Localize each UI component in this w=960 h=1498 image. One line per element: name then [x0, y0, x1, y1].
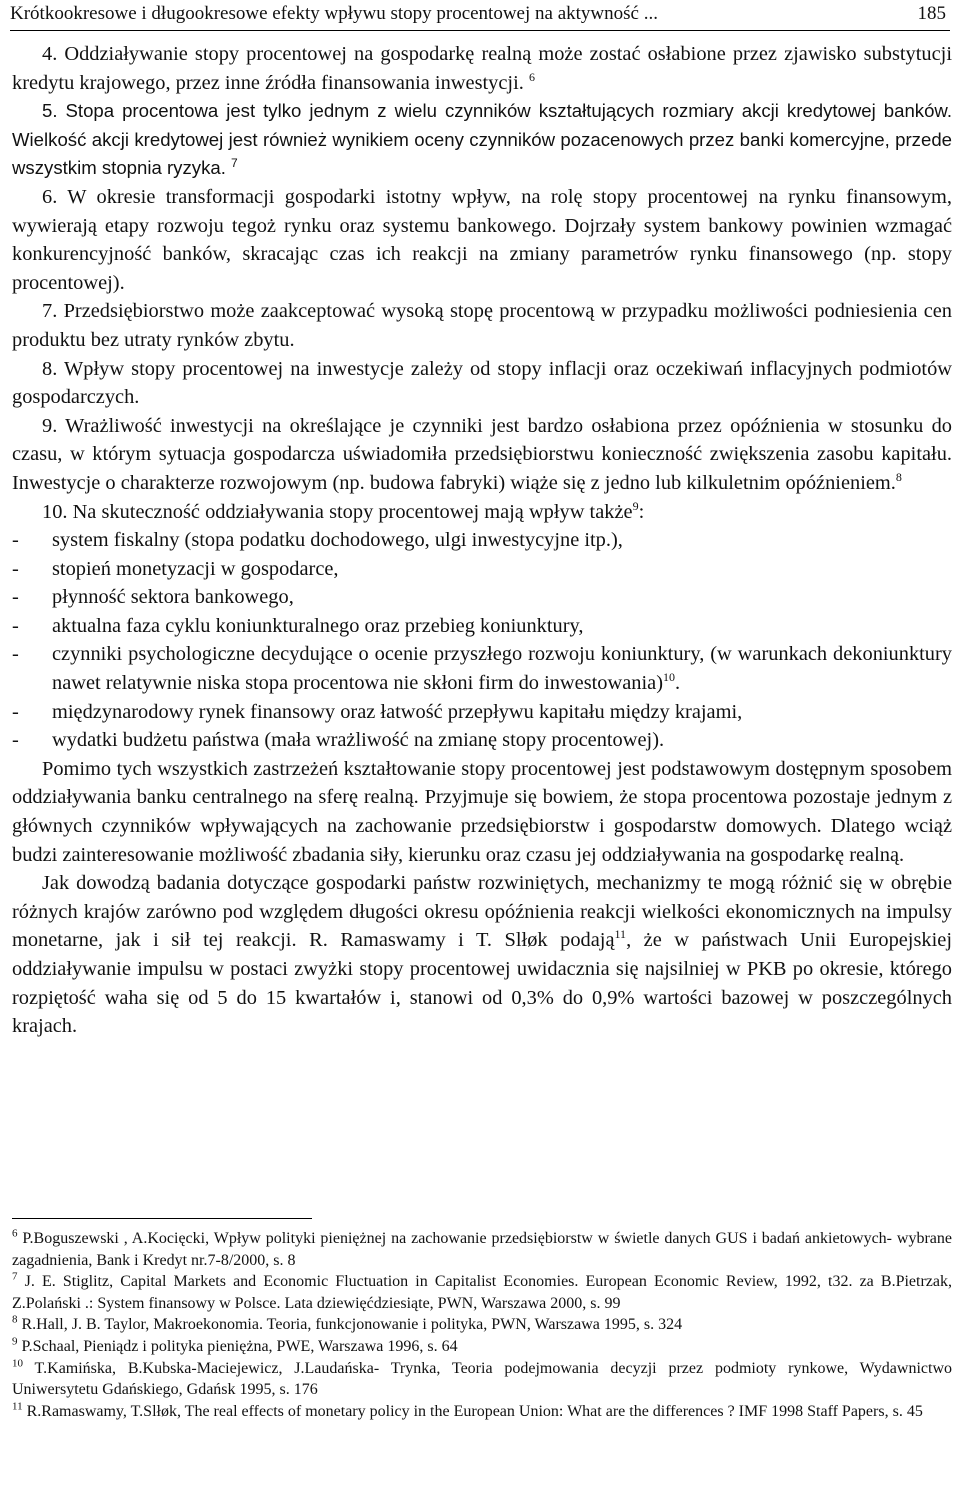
dash-item: - międzynarodowy rynek finansowy oraz łatwość przepływu kapitału między krajami, — [12, 698, 952, 727]
footnote-ref-10: 10 — [662, 670, 675, 685]
dash-item: - wydatki budżetu państwa (mała wrażliwość na zmianę stopy procentowej). — [12, 726, 952, 755]
footnote-ref-11: 11 — [614, 927, 627, 942]
footnote-number: 10 — [12, 1357, 23, 1370]
dash-item: - stopień monetyzacji w gospodarce, — [12, 555, 952, 584]
footnote: $^9$ P.Schaal, Pieniądz i polityka pieniężna, PWE, Warszawa 1996, s. 64 — [12, 1335, 458, 1355]
footnote-number: 8 — [12, 1314, 18, 1327]
list-item-9: 9. Wrażliwość inwestycji na określające je czynniki jest bardzo osłabiona przez opóźnienia w stosunku do czasu, w którym sytuacja gospodarcza uświadomiła przedsiębiorstwu konieczność zwiększenia zasobu kapitału. Inwestycje o charakterze rozwojowym (np. budowa fabryki) wiąże się z jedno lub kilkuletnim opóźnieniem.$^8$ — [12, 414, 952, 494]
list-item-8: 8. Wpływ stopy procentowej na inwestycje zależy od stopy inflacji oraz oczekiwań inflacyjnych podmiotów gospodarczych. — [12, 357, 952, 409]
list-item-7: 7. Przedsiębiorstwo może zaakceptować wysoką stopę procentową w przypadku możliwości podniesienia cen produktu bez utraty rynków zbytu. — [12, 300, 952, 351]
footnote-separator — [12, 1218, 312, 1219]
dash-item: - system fiskalny (stopa podatku dochodowego, ulgi inwestycyjne itp.), — [12, 526, 952, 555]
running-header — [10, 0, 950, 31]
dash-mark: - — [12, 614, 19, 637]
list-item-4: 4. Oddziaływanie stopy procentowej na gospodarkę realną może zostać osłabione przez zjawisko substytucji kredytu krajowego, przez inne źródła finansowania inwestycji. $^6$ — [12, 43, 952, 94]
footnote: $^{11}$ R.Ramaswamy, T.Slłøk, The real effects of monetary policy in the European Union: What are the differences ? IMF 1998 Staff Papers, s. 45 — [12, 1400, 923, 1420]
dash-mark: - — [12, 700, 19, 723]
list-item-5: 5. Stopa procentowa jest tylko jednym z wielu czynników kształtujących rozmiary akcji kredytowej banków. Wielkość akcji kredytowej jest również wynikiem oceny czynników pozacenowych przez banki komercyjne, przede wszystkim stopnia ryzyka. $^7$ — [12, 100, 952, 179]
paragraph: Jak dowodzą badania dotyczące gospodarki państw rozwiniętych, mechanizmy te mogą różnić się w obrębie różnych krajów zarówno pod względem długości okresu opóźnienia reakcji wielkości ekonomicznych na impulsy monetarne, jak i sił tej reakcji. R. Ramaswamy i T. Slłøk podają$^{11}$, że w państwach Unii Europejskiej oddziaływanie impulsu w postaci zwyżki stopy procentowej uwidacznia się najsilniej w PKB po okresie, którego rozpiętość waha się od 5 do 15 kwartałów i, stanowi od 0,3% do 0,9% wartości bazowej w poszczególnych krajach. — [12, 872, 952, 1038]
footnote-number: 7 — [12, 1270, 18, 1283]
page-number: 185 — [917, 3, 946, 24]
running-title: Krótkookresowe i długookresowe efekty wpływu stopy procentowej na aktywność ... — [10, 3, 658, 24]
dash-mark: - — [12, 643, 19, 666]
footnote-number: 9 — [12, 1335, 18, 1348]
dash-item: - czynniki psychologiczne decydujące o ocenie przyszłego rozwoju koniunktury, (w warunkach dekoniunktury nawet relatywnie niska stopa procentowa nie skłoni firm do inwestowania)$^{10}$. — [12, 640, 952, 697]
footnote-ref-8: 8 — [895, 470, 902, 485]
footnote: $^{10}$ T.Kamińska, B.Kubska-Maciejewicz, J.Laudańska- Trynka, Teoria podejmowania decyzji przez podmioty rynkowe, Wydawnictwo Uniwersytetu Gdańskiego, Gdańsk 1995, s. 176 — [12, 1357, 952, 1399]
list-item-10: 10. Na skuteczność oddziaływania stopy procentowej mają wpływ także$^9$: — [42, 498, 645, 523]
footnote: $^6$ P.Boguszewski , A.Kocięcki, Wpływ polityki pieniężnej na zachowanie przedsiębiorstw w świetle danych GUS i badań ankietowych- wybrane zagadnienia, Bank i Kredyt nr.7-8/2000, s. 8 — [12, 1227, 952, 1269]
footnotes — [12, 1228, 952, 1422]
paragraph: Pomimo tych wszystkich zastrzeżeń kształtowanie stopy procentowej jest podstawowym dostępnym sposobem oddziaływania banku centralnego na sferę realną. Przyjmuje się bowiem, że stopa procentowa pozostaje jednym z głównych czynników wpływających na zachowanie przedsiębiorstw i gospodarstw domowych. Dlatego wciąż budzi zainteresowanie możliwość zbadania siły, kierunku oraz czasu jej oddziaływania na gospodarkę realną. — [12, 757, 952, 866]
footnote-ref-9: 9 — [632, 498, 639, 513]
footnote-number: 6 — [12, 1227, 18, 1240]
footnote-number: 11 — [12, 1400, 23, 1413]
footnote-ref-6: 6 — [528, 69, 535, 84]
dash-mark: - — [12, 557, 19, 580]
footnote: $^7$ J. E. Stiglitz, Capital Markets and Economic Fluctuation in Capitalist Economies. European Economic Review, 1992, t32. za B.Pietrzak, Z.Polański .: System finansowy w Polsce. Lata dziewięćdziesiąte, PWN, Warszawa 2000, s. 99 — [12, 1270, 952, 1312]
footnote: $^8$ R.Hall, J. B. Taylor, Makroekonomia. Teoria, funkcjonowanie i polityka, PWN, Warszawa 1995, s. 324 — [12, 1314, 683, 1334]
dash-mark: - — [12, 729, 19, 752]
main-text — [12, 40, 952, 1041]
list-item-6: 6. W okresie transformacji gospodarki istotny wpływ, na rolę stopy procentowej na rynku finansowym, wywierają etapy rozwoju tegoż rynku oraz systemu bankowego. Dojrzały system bankowy powinien wzmagać konkurencyjność banków, skracając czas ich reakcji na zmiany parametrów rynku finansowego (np. stopy procentowej). — [12, 185, 952, 294]
dash-item: - aktualna faza cyklu koniunkturalnego oraz przebieg koniunktury, — [12, 612, 952, 641]
footnote-ref-7: 7 — [231, 156, 238, 171]
dash-mark: - — [12, 586, 19, 609]
dash-item: - płynność sektora bankowego, — [12, 583, 952, 612]
dash-mark: - — [12, 529, 19, 552]
